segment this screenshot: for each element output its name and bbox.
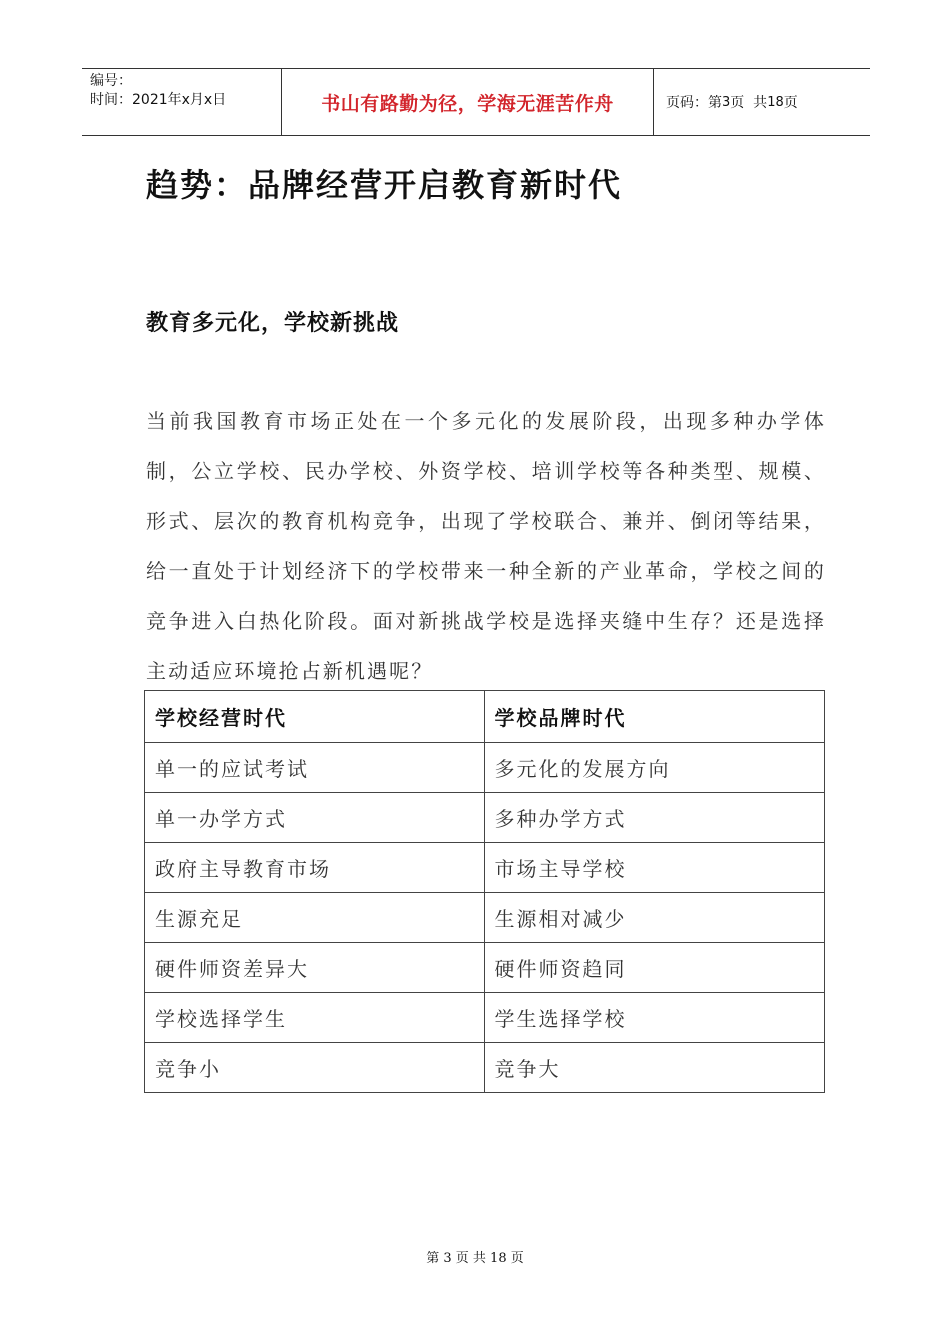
table-cell: 政府主导教育市场 bbox=[145, 843, 485, 893]
document-header bbox=[82, 68, 870, 136]
table-row bbox=[145, 743, 825, 793]
table-header-cell: 学校经营时代 bbox=[145, 691, 485, 743]
header-page-middle: 页 共 bbox=[730, 95, 768, 111]
table-cell: 单一的应试考试 bbox=[145, 743, 485, 793]
header-page-info bbox=[654, 69, 870, 135]
table-cell: 硬件师资差异大 bbox=[145, 943, 485, 993]
header-meta bbox=[82, 69, 282, 135]
header-page-prefix: 页码：第 bbox=[666, 95, 722, 111]
header-page-total: 18 bbox=[767, 94, 784, 110]
table-row bbox=[145, 993, 825, 1043]
table-row bbox=[145, 893, 825, 943]
table-row bbox=[145, 1043, 825, 1093]
comparison-table bbox=[144, 690, 825, 1093]
table-cell: 学校选择学生 bbox=[145, 993, 485, 1043]
table-cell: 生源相对减少 bbox=[484, 893, 825, 943]
table-row bbox=[145, 943, 825, 993]
table-header-row bbox=[145, 691, 825, 743]
table-cell: 生源充足 bbox=[145, 893, 485, 943]
body-paragraph: 当前我国教育市场正处在一个多元化的发展阶段，出现多种办学体制，公立学校、民办学校、外资学校、培训学校等各种类型、规模、形式、层次的教育机构竞争，出现了学校联合、兼并、倒闭等结果，给一直处于计划经济下的学校带来一种全新的产业革命，学校之间的竞争进入白热化阶段。面对新挑战学校是选择夹缝中生存？还是选择主动适应环境抢占新机遇呢？ bbox=[146, 409, 826, 683]
table-cell: 学生选择学校 bbox=[484, 993, 825, 1043]
table-header-cell: 学校品牌时代 bbox=[484, 691, 825, 743]
table-cell: 多种办学方式 bbox=[484, 793, 825, 843]
header-motto: 书山有路勤为径，学海无涯苦作舟 bbox=[282, 69, 654, 135]
table-cell: 市场主导学校 bbox=[484, 843, 825, 893]
table-cell: 竞争小 bbox=[145, 1043, 485, 1093]
header-number-label: 编号： bbox=[90, 73, 132, 89]
table-cell: 多元化的发展方向 bbox=[484, 743, 825, 793]
table-row bbox=[145, 843, 825, 893]
table-row bbox=[145, 793, 825, 843]
section-title: 教育多元化，学校新挑战 bbox=[146, 310, 400, 336]
header-page-current: 3 bbox=[722, 94, 731, 110]
header-page-suffix: 页 bbox=[783, 95, 798, 111]
table-cell: 单一办学方式 bbox=[145, 793, 485, 843]
table-cell: 竞争大 bbox=[484, 1043, 825, 1093]
page-footer: 第 3 页 共 18 页 bbox=[426, 1251, 524, 1266]
header-date-label: 时间：2021年x月x日 bbox=[90, 92, 227, 108]
table-cell: 硬件师资趋同 bbox=[484, 943, 825, 993]
page-title: 趋势：品牌经营开启教育新时代 bbox=[146, 166, 623, 204]
